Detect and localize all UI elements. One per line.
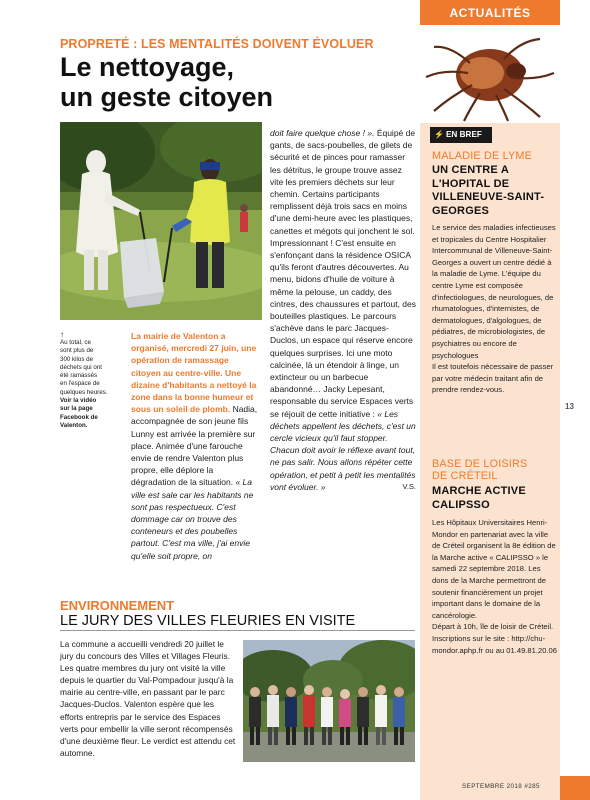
sidebar-item2-paragraph: Les Hôpitaux Universitaires Henri-Mondor en partenariat avec la ville de Créteil organisent la 8e édition de la Marche active « CALIPSSO » le samedi 22 septembre 2018. Les dons de la Marche permettront de soutenir financièrement un projet important dans le domaine de la cancérologie. (432, 518, 556, 620)
caption-line: Au total, ce (60, 339, 91, 346)
headline-line-2: un geste citoyen (60, 82, 274, 112)
sidebar-item2-text (432, 517, 557, 656)
article-kicker: PROPRETÉ : LES MENTALITÉS DOIVENT ÉVOLUER (60, 37, 374, 51)
sidebar-item1-title-line: GEORGES (432, 204, 490, 217)
article-body-continued: Équipé de gants, de sacs-poubelles, de gilets de sécurité et de pinces pour ramasser les détritus, le groupe trouve assez vite les premiers déchets sur leur chemin. Certains participants remplissent déjà trois sacs en moins d'une demi-heure avec les plastiques, canettes et mégots qui jonchent le sol. Impressionnant ! C'est ensuite en s'enfonçant dans la résidence OSICA qu'ils feront d'autres découvertes. Au menu, bidons d'huile de voiture à même la pelouse, un caddy, des cintres, des chaussures et partout, des bouteilles plastiques. Le parcours s'achève dans le parc Jacques-Duclos, un espace qui réserve encore quelques surprises. Ici une moto calcinée, là un étendoir à linge, un extincteur ou un barbecue abandonné… Jacky Lepesant, responsable du service Espaces verts se réjouit de cette initiative : (270, 128, 416, 419)
article-quote-continued: doit faire quelque chose ! ». (270, 128, 375, 138)
caption-line: en l'espace de (60, 380, 100, 388)
headline-line-1: Le nettoyage, (60, 52, 235, 82)
caption-line: sont plus de (60, 347, 94, 355)
article-author: V.S. (402, 481, 416, 491)
sidebar-item2-title (432, 485, 526, 512)
sidebar-item1-title-line: UN CENTRE A (432, 164, 509, 176)
en-bref-tag (430, 127, 492, 143)
caption-line: déchets qui ont (60, 363, 102, 371)
caption-facebook-line: Valenton. (60, 421, 88, 429)
footer-accent-bar (560, 776, 590, 800)
caption-line: été ramassés (60, 372, 98, 380)
article-quote: « La ville est sale car les habitants ne sont pas respectueux. C'est dommage car on trouve des conteneurs et des poubelles partout. C'est ma ville, j'ai envie qu'elle soit propre, on (131, 477, 254, 561)
litter-pickup-photo (60, 122, 262, 320)
sidebar-item2-kicker-line: DE CRÉTEIL (432, 470, 498, 482)
photo-caption (60, 330, 122, 430)
sidebar-item2-paragraph: Inscriptions sur le site : http://chu-mondor.aphp.fr ou au 01.49.81.20.06 (432, 633, 557, 655)
sidebar-item1-title-line: L'HOPITAL DE (432, 177, 510, 190)
en-bref-label: EN BREF (445, 130, 482, 139)
caption-facebook-line: Facebook de (60, 413, 98, 421)
sidebar-item1-text (432, 222, 557, 396)
sidebar-item2-kicker (432, 458, 527, 482)
sidebar-item1-kicker: MALADIE DE LYME (432, 150, 532, 162)
jury-group-photo (243, 640, 415, 762)
article-column-3 (270, 127, 416, 493)
issue-footer: SEPTEMBRE 2018 #285 (462, 783, 540, 790)
environnement-title: LE JURY DES VILLES FLEURIES EN VISITE (60, 613, 356, 629)
lightning-icon: ⚡ (434, 130, 444, 139)
sidebar-item2-title-line: CALIPSSO (432, 498, 490, 511)
tick-photo (420, 25, 560, 123)
sidebar-item1-paragraph: Il est toutefois nécessaire de passer par votre médecin traitant afin de prendre rendez-vous. (432, 362, 554, 395)
sidebar-item2-paragraph: Départ à 10h, île de loisir de Créteil. (432, 622, 554, 632)
page-number: 13 (565, 402, 574, 411)
sidebar-item2-title-line: MARCHE ACTIVE (432, 485, 526, 497)
sidebar-item1-title-line: VILLENEUVE-SAINT- (432, 191, 545, 203)
sidebar-item2-kicker-line: BASE DE LOISIRS (432, 458, 528, 470)
caption-arrow-icon: ↑ (60, 330, 64, 339)
article-body: Nadia, accompagnée de son jeune fils Lunny est arrivée la première sur place. Animée d'une farouche envie de rendre Valenton plus propre, elle déplore la dégradation de la situation. (131, 404, 258, 488)
caption-facebook-line: Voir la vidéo (60, 397, 97, 405)
article-headline (60, 52, 420, 112)
section-divider (60, 630, 415, 631)
sidebar-header: ACTUALITÉS (420, 0, 560, 25)
caption-line: 300 kilos de (60, 355, 94, 363)
article-closing-quote: « Les déchets appellent les déchets, c'est un cercle vicieux qu'il faut stopper. Chacun doit avoir le réflexe avant tout, ne pas salir. Nous allons répéter cette opération, et petit à petit les mentalités vont évoluer. » (270, 408, 416, 492)
caption-line: quelques heures. (60, 388, 108, 396)
environnement-label: ENVIRONNEMENT (60, 598, 175, 613)
sidebar-item1-title (432, 164, 544, 218)
article-column-2 (131, 330, 259, 562)
article-intro: La mairie de Valenton a organisé, mercredi 27 juin, une opération de ramassage citoyen au centre-ville. Une dizaine d'habitants a nettoyé la zone dans la bonne humeur et sous un soleil de plomb. (131, 331, 257, 415)
caption-facebook-line: sur la page (60, 405, 93, 413)
environnement-text: La commune a accueilli vendredi 20 juillet le jury du concours des Villes et Villages Fleuris. Les quatre membres du jury ont visité la ville depuis le quartier du Val-Pompadour jusqu'à la mairie au centre-ville, en passant par le parc Jacques-Duclos. Valenton espère que les efforts entrepris par le service des Espaces verts pour embellir la ville seront récompensés d'une deuxième fleur. Le verdict est attendu cet automne. (60, 639, 236, 758)
sidebar-item1-paragraph: Le service des maladies infectieuses et tropicales du Centre Hospitalier Intercommunal de Villeneuve-Saint-Georges a ouvert un centre dédié à la maladie de Lyme. L'équipe du centre Lyme est composée d'infectiologues, de neurologues, de rhumatologues, d'internistes, de dermatologues, d'algologues, de pédiatres, de microbiologistes, de psychiatres ou encore de psychologues (432, 223, 556, 360)
